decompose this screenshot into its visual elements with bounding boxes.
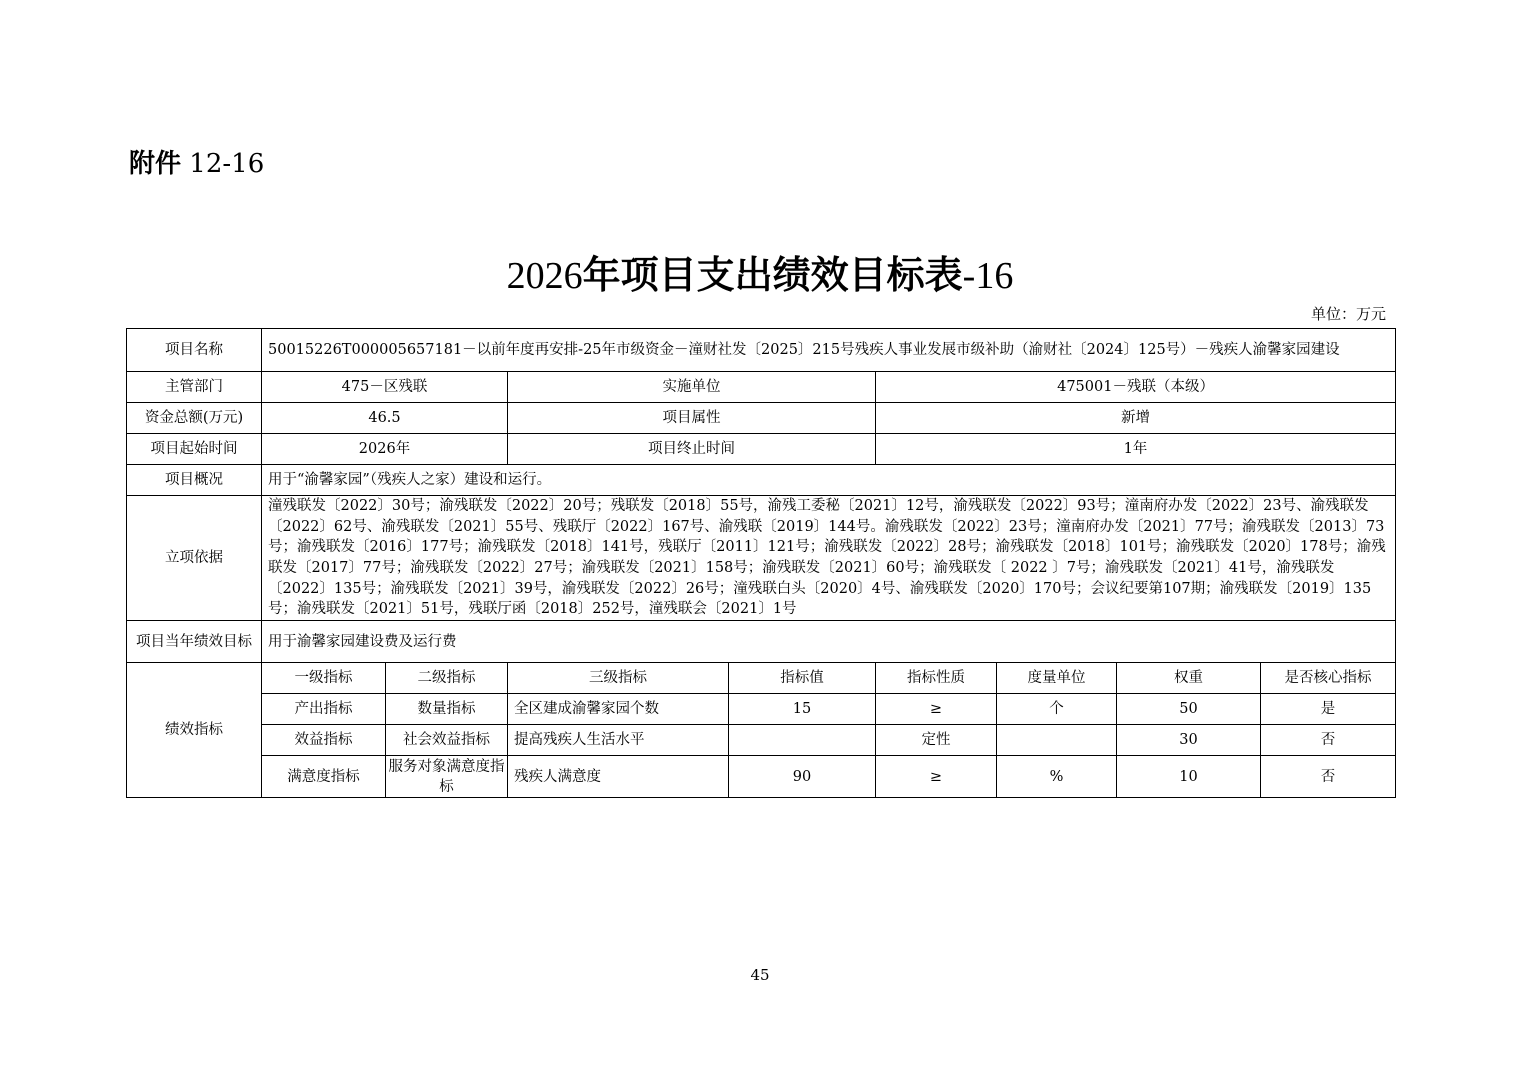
end-label: 项目终止时间 (508, 434, 876, 465)
impl-label: 实施单位 (508, 372, 876, 403)
title-text: 年项目支出绩效目标表 (582, 253, 963, 297)
row-project-name (127, 329, 1396, 372)
attachment-prefix: 附件 (129, 149, 182, 179)
row-overview (127, 465, 1396, 496)
page-title (0, 244, 1520, 299)
cell-weight: 50 (1117, 694, 1261, 725)
project-name-label: 项目名称 (127, 329, 262, 372)
header-level1: 一级指标 (262, 663, 386, 694)
cell-level2: 数量指标 (386, 694, 508, 725)
cell-level3: 残疾人满意度 (508, 756, 729, 798)
start-value: 2026年 (262, 434, 508, 465)
cell-level3: 全区建成渝馨家园个数 (508, 694, 729, 725)
row-basis (127, 496, 1396, 621)
cell-unit (997, 725, 1117, 756)
cell-level3: 提高残疾人生活水平 (508, 725, 729, 756)
cell-core: 否 (1261, 756, 1396, 798)
cell-value: 90 (729, 756, 876, 798)
attachment-label (129, 143, 264, 180)
cell-nature: 定性 (876, 725, 997, 756)
header-core: 是否核心指标 (1261, 663, 1396, 694)
table-row (127, 694, 1396, 725)
dept-value: 475－区残联 (262, 372, 508, 403)
performance-label: 绩效指标 (127, 663, 262, 798)
cell-level1: 效益指标 (262, 725, 386, 756)
title-year: 2026 (506, 255, 583, 297)
cell-unit: % (997, 756, 1117, 798)
page-number: 45 (750, 966, 770, 984)
goal-label: 项目当年绩效目标 (127, 621, 262, 663)
basis-label: 立项依据 (127, 496, 262, 621)
table-row (127, 725, 1396, 756)
basis-value: 潼残联发〔2022〕30号；渝残联发〔2022〕20号；残联发〔2018〕55号，渝残工委秘〔2021〕12号，渝残联发〔2022〕93号；潼南府办发〔2022〕23号、渝残联发〔2022〕62号、渝残联发〔2021〕55号、残联厅〔2022〕167号、渝残联〔2019〕144号。渝残联发〔2022〕23号；潼南府办发〔2021〕77号；渝残联发〔2013〕73号；渝残联发〔2016〕177号；渝残联发〔2018〕141号，残联厅〔2011〕121号；渝残联发〔2022〕28号；渝残联发〔2018〕101号；渝残联发〔2020〕178号；渝残联发〔2017〕77号；渝残联发〔2022〕27号；渝残联发〔2021〕158号；渝残联发〔2021〕60号；渝残联发〔 2022 〕7号；渝残联发〔2021〕41号，渝残联发〔2022〕135号；渝残联发〔2021〕39号，渝残联发〔2022〕26号；潼残联白头〔2020〕4号、渝残联发〔2020〕170号；会议纪要第107期；渝残联发〔2019〕135号；渝残联发〔2021〕51号，残联厅函〔2018〕252号，潼残联会〔2021〕1号 (262, 496, 1396, 621)
table-row (127, 756, 1396, 798)
fund-value: 46.5 (262, 403, 508, 434)
header-unit: 度量单位 (997, 663, 1117, 694)
attr-value: 新增 (876, 403, 1396, 434)
cell-level1: 满意度指标 (262, 756, 386, 798)
row-fund (127, 403, 1396, 434)
fund-label: 资金总额(万元) (127, 403, 262, 434)
unit-label: 单位：万元 (1310, 305, 1386, 323)
performance-table (126, 328, 1396, 798)
cell-level2: 社会效益指标 (386, 725, 508, 756)
dept-label: 主管部门 (127, 372, 262, 403)
cell-nature: ≥ (876, 694, 997, 725)
row-dept (127, 372, 1396, 403)
row-goal (127, 621, 1396, 663)
cell-weight: 30 (1117, 725, 1261, 756)
cell-weight: 10 (1117, 756, 1261, 798)
row-time (127, 434, 1396, 465)
header-value: 指标值 (729, 663, 876, 694)
cell-level1: 产出指标 (262, 694, 386, 725)
cell-nature: ≥ (876, 756, 997, 798)
cell-level2: 服务对象满意度指标 (386, 756, 508, 798)
header-level2: 二级指标 (386, 663, 508, 694)
title-suffix: -16 (962, 255, 1014, 297)
header-level3: 三级指标 (508, 663, 729, 694)
row-indicator-headers (127, 663, 1396, 694)
header-weight: 权重 (1117, 663, 1261, 694)
attachment-number: 12-16 (189, 149, 265, 179)
cell-core: 是 (1261, 694, 1396, 725)
end-value: 1年 (876, 434, 1396, 465)
header-nature: 指标性质 (876, 663, 997, 694)
overview-label: 项目概况 (127, 465, 262, 496)
impl-value: 475001－残联（本级） (876, 372, 1396, 403)
project-name-value: 50015226T000005657181－以前年度再安排-25年市级资金－潼财社发〔2025〕215号残疾人事业发展市级补助（渝财社〔2024〕125号）－残疾人渝馨家园建设 (262, 329, 1396, 372)
goal-value: 用于渝馨家园建设费及运行费 (262, 621, 1396, 663)
cell-unit: 个 (997, 694, 1117, 725)
start-label: 项目起始时间 (127, 434, 262, 465)
cell-core: 否 (1261, 725, 1396, 756)
attr-label: 项目属性 (508, 403, 876, 434)
cell-value (729, 725, 876, 756)
cell-value: 15 (729, 694, 876, 725)
overview-value: 用于“渝馨家园”（残疾人之家）建设和运行。 (262, 465, 1396, 496)
